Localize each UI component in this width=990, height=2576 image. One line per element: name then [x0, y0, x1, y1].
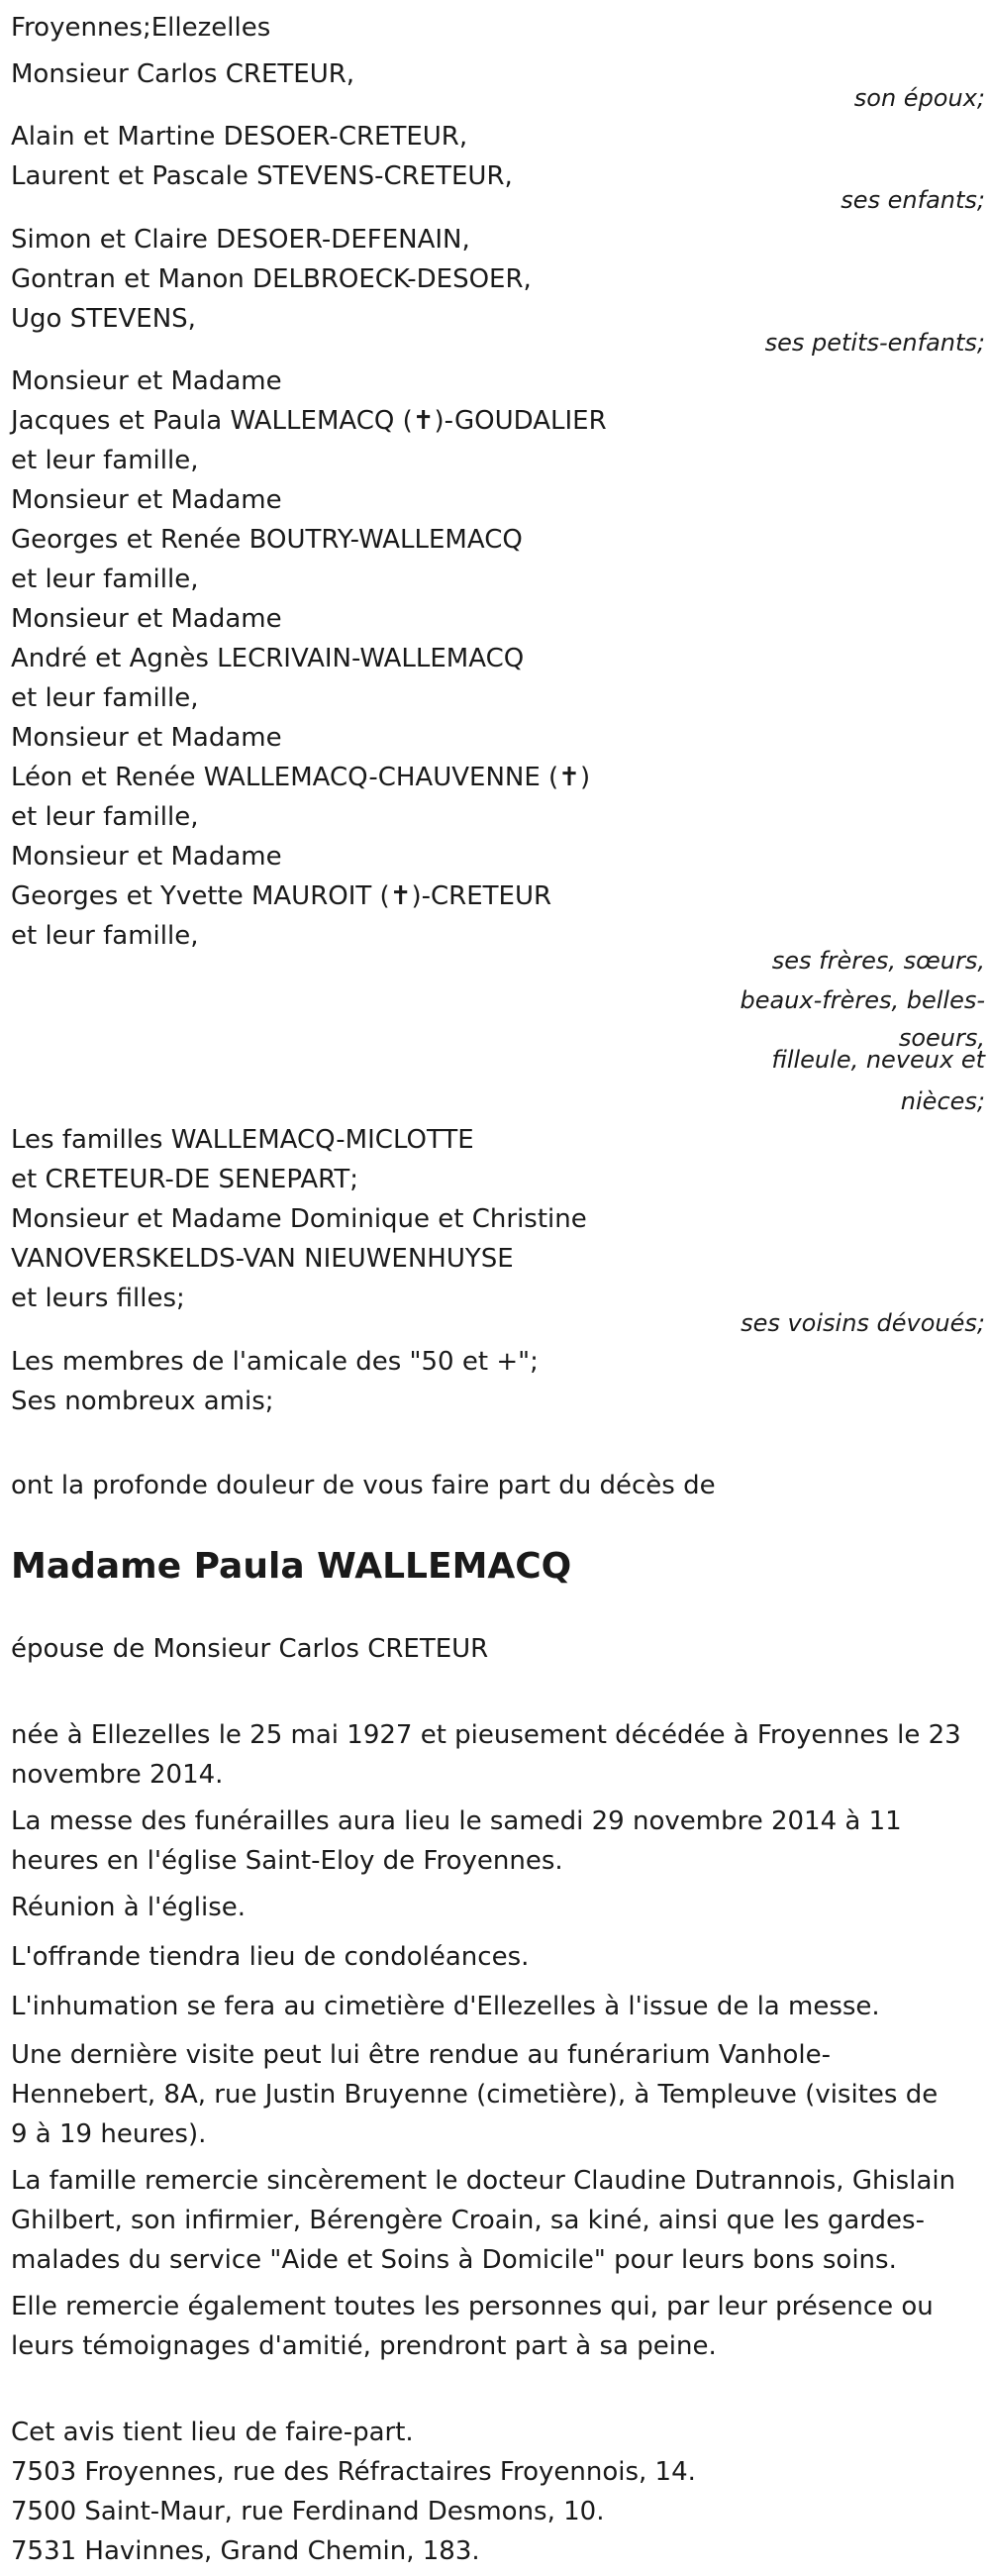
role-label: ses frères, sœurs, — [771, 947, 985, 975]
detail-line: heures en l'église Saint-Eloy de Froyennes. — [11, 1846, 563, 1876]
family-line: Les membres de l'amicale des "50 et +"; — [11, 1347, 539, 1377]
family-line: Gontran et Manon DELBROECK-DESOER, — [11, 264, 532, 294]
detail-line: La famille remercie sincèrement le docteur Claudine Dutrannois, Ghislain — [11, 2166, 956, 2196]
family-line: Ses nombreux amis; — [11, 1387, 274, 1416]
spouse-line: épouse de Monsieur Carlos CRETEUR — [11, 1634, 489, 1664]
family-line: Monsieur et Madame — [11, 366, 282, 396]
detail-line: leurs témoignages d'amitié, prendront part à sa peine. — [11, 2331, 717, 2361]
detail-line: Une dernière visite peut lui être rendue au funérarium Vanhole- — [11, 2040, 832, 2070]
family-line: VANOVERSKELDS-VAN NIEUWENHUYSE — [11, 1244, 514, 1274]
family-line: Monsieur Carlos CRETEUR, — [11, 59, 355, 89]
family-line: Monsieur et Madame — [11, 485, 282, 515]
family-line: Ugo STEVENS, — [11, 304, 196, 334]
family-line: et leur famille, — [11, 683, 199, 713]
role-label: ses petits-enfants; — [764, 329, 985, 357]
family-line: et leur famille, — [11, 446, 199, 475]
role-label: ses enfants; — [841, 186, 985, 214]
role-label: filleule, neveux et — [771, 1046, 985, 1074]
role-label: nièces; — [900, 1087, 985, 1115]
family-line: Alain et Martine DESOER-CRETEUR, — [11, 122, 468, 152]
family-line: Georges et Renée BOUTRY-WALLEMACQ — [11, 525, 523, 555]
address-line: 7503 Froyennes, rue des Réfractaires Froyennois, 14. — [11, 2457, 696, 2487]
deceased-name: Madame Paula WALLEMACQ — [11, 1546, 572, 1587]
family-line: Georges et Yvette MAUROIT (✝)-CRETEUR — [11, 881, 552, 911]
detail-line: L'inhumation se fera au cimetière d'Ellezelles à l'issue de la messe. — [11, 1992, 880, 2021]
address-line: 7500 Saint-Maur, rue Ferdinand Desmons, 10. — [11, 2497, 605, 2526]
family-line: Laurent et Pascale STEVENS-CRETEUR, — [11, 161, 513, 191]
detail-line: Elle remercie également toutes les personnes qui, par leur présence ou — [11, 2292, 934, 2321]
detail-line: née à Ellezelles le 25 mai 1927 et pieusement décédée à Froyennes le 23 — [11, 1720, 961, 1750]
family-line: et leur famille, — [11, 921, 199, 951]
detail-line: Hennebert, 8A, rue Justin Bruyenne (cimetière), à Templeuve (visites de — [11, 2080, 939, 2110]
announcement-text: ont la profonde douleur de vous faire part du décès de — [11, 1471, 716, 1500]
location-header: Froyennes;Ellezelles — [11, 13, 271, 43]
family-line: Jacques et Paula WALLEMACQ (✝)-GOUDALIER — [11, 406, 607, 436]
detail-line: novembre 2014. — [11, 1760, 224, 1790]
detail-line: malades du service "Aide et Soins à Domicile" pour leurs bons soins. — [11, 2245, 897, 2275]
detail-line: La messe des funérailles aura lieu le samedi 29 novembre 2014 à 11 — [11, 1806, 902, 1836]
family-line: Léon et Renée WALLEMACQ-CHAUVENNE (✝) — [11, 763, 591, 792]
detail-line: L'offrande tiendra lieu de condoléances. — [11, 1942, 530, 1972]
detail-line: Réunion à l'église. — [11, 1893, 247, 1922]
family-line: Monsieur et Madame — [11, 723, 282, 753]
family-line: et leur famille, — [11, 802, 199, 832]
family-line: Monsieur et Madame — [11, 604, 282, 634]
family-line: et leur famille, — [11, 565, 199, 594]
family-line: Les familles WALLEMACQ-MICLOTTE — [11, 1125, 474, 1155]
family-line: André et Agnès LECRIVAIN-WALLEMACQ — [11, 644, 525, 673]
closing-line: Cet avis tient lieu de faire-part. — [11, 2418, 414, 2447]
family-line: Simon et Claire DESOER-DEFENAIN, — [11, 225, 470, 255]
detail-line: 9 à 19 heures). — [11, 2119, 207, 2149]
family-line: et leurs filles; — [11, 1284, 185, 1313]
role-label: ses voisins dévoués; — [741, 1309, 985, 1337]
detail-line: Ghilbert, son infirmier, Bérengère Croain, sa kiné, ainsi que les gardes- — [11, 2206, 925, 2235]
address-line: 7531 Havinnes, Grand Chemin, 183. — [11, 2536, 480, 2566]
role-label: soeurs, — [898, 1024, 985, 1052]
role-label: beaux-frères, belles- — [740, 986, 985, 1014]
family-line: Monsieur et Madame Dominique et Christine — [11, 1204, 587, 1234]
family-line: Monsieur et Madame — [11, 842, 282, 872]
role-label: son époux; — [853, 84, 985, 112]
family-line: et CRETEUR-DE SENEPART; — [11, 1165, 358, 1194]
